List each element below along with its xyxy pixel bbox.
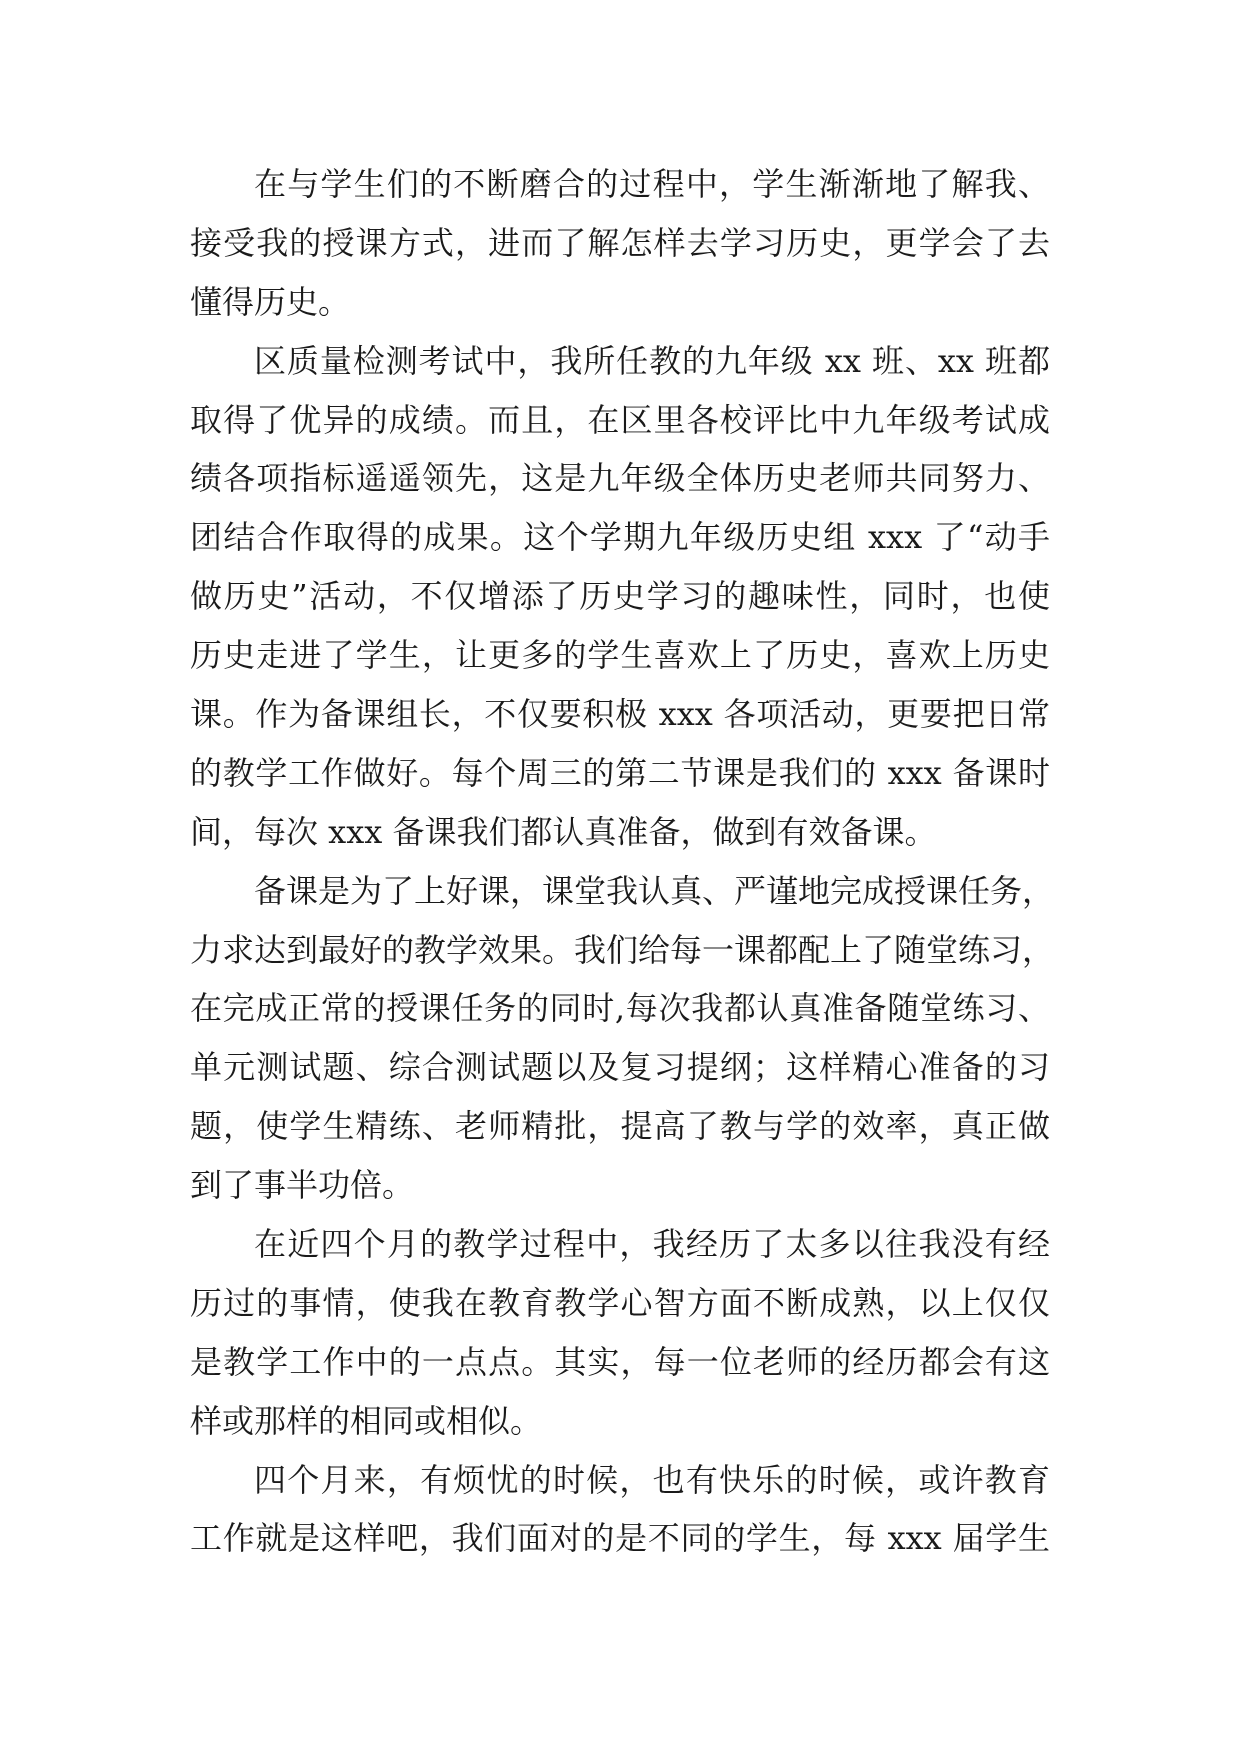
text-line: 力求达到最好的教学效果。我们给每一课都配上了随堂练习， [190,930,1055,969]
text-line: 备课是为了上好课，课堂我认真、严谨地完成授课任务， [254,871,1055,910]
text-line: 在完成正常的授课任务的同时,每次我都认真准备随堂练习、 [190,989,1050,1028]
text-line: 做历史”活动，不仅增添了历史学习的趣味性，同时，也使 [190,577,1050,616]
text-line: 区质量检测考试中，我所任教的九年级 xx 班、xx 班都 [254,341,1050,380]
text-line: 四个月来，有烦忧的时候，也有快乐的时候，或许教育 [254,1460,1050,1499]
text-line: 接受我的授课方式，进而了解怎样去学习历史，更学会了去 [190,223,1050,262]
text-line: 取得了优异的成绩。而且，在区里各校评比中九年级考试成 [190,400,1050,439]
text-line: 历过的事情，使我在教育教学心智方面不断成熟，以上仅仅 [190,1283,1050,1322]
text-line: 在近四个月的教学过程中，我经历了太多以往我没有经 [254,1225,1050,1264]
document-body [190,155,1055,1568]
text-line: 样或那样的相同或相似。 [190,1401,543,1440]
text-line: 课。作为备课组长，不仅要积极 xxx 各项活动，更要把日常 [190,695,1050,734]
text-line: 懂得历史。 [190,282,351,321]
text-line: 单元测试题、综合测试题以及复习提纲；这样精心准备的习 [190,1048,1050,1087]
text-line: 在与学生们的不断磨合的过程中，学生渐渐地了解我、 [254,165,1050,203]
text-line: 工作就是这样吧，我们面对的是不同的学生，每 xxx 届学生 [190,1519,1050,1558]
text-line: 绩各项指标遥遥领先，这是九年级全体历史老师共同努力、 [190,459,1050,498]
text-line: 间，每次 xxx 备课我们都认真准备，做到有效备课。 [190,812,937,851]
text-line: 团结合作取得的成果。这个学期九年级历史组 xxx 了“动手 [190,518,1050,557]
text-line: 是教学工作中的一点点。其实，每一位老师的经历都会有这 [190,1342,1050,1381]
text-line: 题，使学生精练、老师精批，提高了教与学的效率，真正做 [190,1107,1050,1146]
text-line: 到了事半功倍。 [190,1166,415,1205]
text-line: 的教学工作做好。每个周三的第二节课是我们的 xxx 备课时 [190,753,1050,792]
text-line: 历史走进了学生，让更多的学生喜欢上了历史，喜欢上历史 [190,636,1050,675]
